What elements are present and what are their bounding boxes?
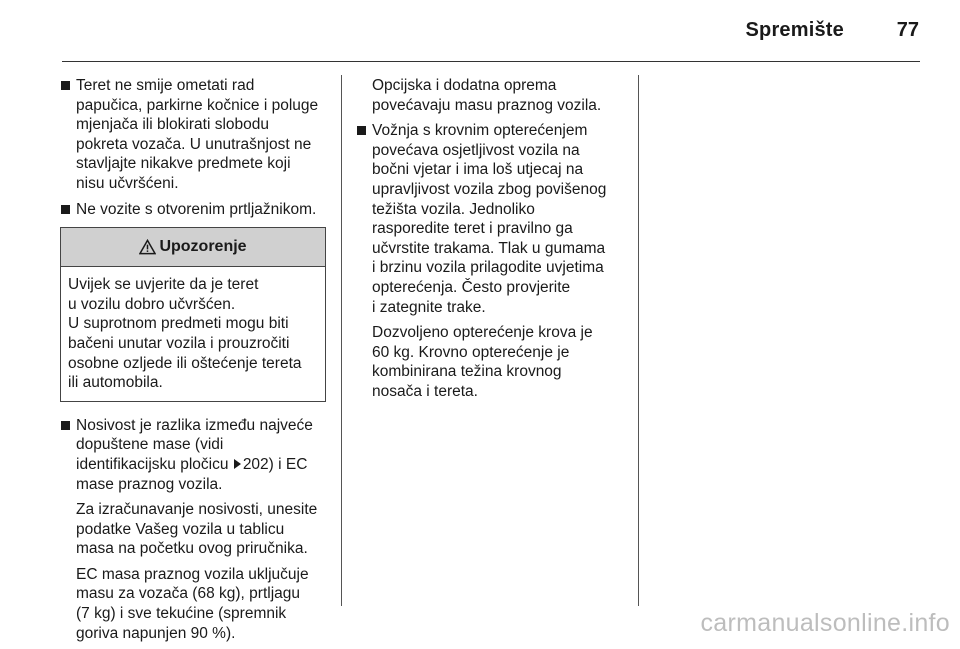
page-header xyxy=(62,0,920,62)
bullet-item: Nosivost je razlika između najveće dopuštene mase (vidi identifikacijsku pločicu 202) i EC mase praznog vozila. xyxy=(60,416,328,494)
column-divider-left xyxy=(341,75,342,606)
page-reference-icon xyxy=(234,459,241,469)
warning-title: Upozorenje xyxy=(159,238,247,256)
bullet-square-icon xyxy=(61,421,70,430)
watermark: carmanualsonline.info xyxy=(700,609,950,637)
paragraph: EC masa praznog vozila uključuje masu za vozača (68 kg), prtljagu (7 kg) i sve tekućine (spremnik goriva napunjen 90 %). xyxy=(76,565,309,642)
text-column-middle xyxy=(356,76,624,408)
bullet-item: Teret ne smije ometati rad papučica, parkirne kočnice i poluge mjenjača ili blokirati slobodu pokreta vozača. U unutrašnjost ne stavljajte nikakve predmete koji nisu učvršćeni. xyxy=(60,76,328,194)
bullet-square-icon xyxy=(61,81,70,90)
page-title: Spremište xyxy=(745,19,844,41)
paragraph: Opcijska i dodatna oprema povećavaju masu praznog vozila. xyxy=(372,77,602,114)
text-column-left xyxy=(60,76,328,649)
bullet-item: Ne vozite s otvorenim prtljažnikom. xyxy=(60,200,328,220)
warning-box xyxy=(60,227,326,402)
bullet-square-icon xyxy=(61,205,70,214)
column-divider-right xyxy=(638,75,639,606)
page-number: 77 xyxy=(896,19,919,41)
page-reference-link[interactable]: 202) i EC xyxy=(242,455,308,473)
warning-header xyxy=(61,228,325,267)
warning-body: Uvijek se uvjerite da je teret u vozilu dobro učvršćen. U suprotnom predmeti mogu biti bačeni unutar vozila i prouzročiti osobne ozljede ili oštećenje tereta ili automobila. xyxy=(68,276,302,392)
bullet-square-icon xyxy=(357,126,366,135)
paragraph: Dozvoljeno opterećenje krova je 60 kg. Krovno opterećenje je kombinirana težina krovnog nosača i tereta. xyxy=(372,324,593,400)
bullet-item: Vožnja s krovnim opterećenjem povećava osjetljivost vozila na bočni vjetar i ima loš utjecaj na upravljivost vozila zbog povišenog težišta vozila. Jednoliko rasporedite teret i pravilno ga učvrstite trakama. Tlak u gumama i brzinu vozila prilagodite uvjetima opterećenja. Često provjerite i zategnite trake. xyxy=(356,121,624,317)
warning-triangle-icon xyxy=(139,239,156,255)
paragraph: Za izračunavanje nosivosti, unesite podatke Vašeg vozila u tablicu masa na početku ovog priručnika. xyxy=(76,501,318,558)
